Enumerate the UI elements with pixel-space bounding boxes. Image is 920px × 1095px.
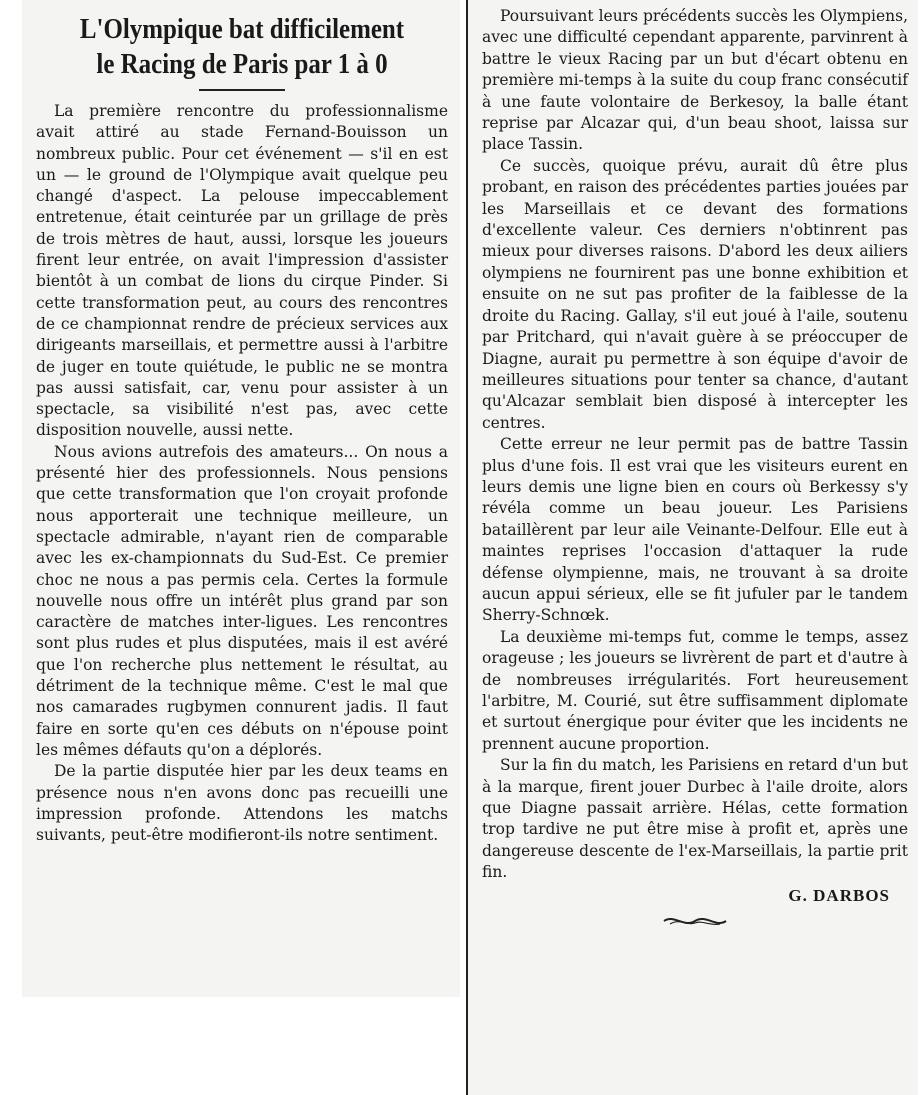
- headline-line-1: L'Olympique bat difficilement: [79, 13, 405, 45]
- headline-line-2: le Racing de Paris par 1 à 0: [96, 48, 388, 80]
- right-column: [466, 0, 918, 1095]
- ornament-flourish-icon: [660, 912, 730, 930]
- right-paragraph-3: Cette erreur ne leur permit pas de battre Tassin plus d'une fois. Il est vrai que les visiteurs eurent en leurs demis une ligne bien en cours où Berkessy s'y révéla comme un beau joueur. Les Parisiens bataillèrent par leur aile Veinante-Delfour. Elle eut à maintes reprises l'occasion d'attaquer la rude défense olympienne, mais, ne trouvant à sa droite aucun appui sérieux, elle se fit jufuler par le tandem Sherry-Schnœk.: [482, 435, 908, 625]
- left-paragraph-2: Nous avions autrefois des amateurs... On nous a présenté hier des professionnels. Nous pensions que cette transformation que l'on croyait profonde nous apporterait une technique meilleure, un spectacle admirable, n'ayant rien de comparable avec les ex-championnats du Sud-Est. Ce premier choc ne nous a pas permis cela. Certes la formule nouvelle nous offre un intérêt plus grand par son caractère de matches inter-ligues. Les rencontres sont plus rudes et plus disputées, mais il est avéré que l'on recherche plus nettement le résultat, au détriment de la technique même. C'est le mal que nos camarades rugbymen connurent jadis. Il faut faire en sorte qu'en ces débuts on n'épouse point les mêmes défauts qu'on a déplorés.: [36, 442, 448, 759]
- byline: G. DARBOS: [788, 885, 890, 905]
- left-column: [22, 0, 460, 997]
- left-paragraph-3: De la partie disputée hier par les deux teams en présence nous n'en avons donc pas recueilli une impression profonde. Attendons les matchs suivants, peut-être modifieront-ils notre sentiment.: [36, 762, 448, 845]
- right-paragraph-4: La deuxième mi-temps fut, comme le temps, assez orageuse ; les joueurs se livrèrent de part et d'autre à de nombreuses irrégularités. Fort heureusement l'arbitre, M. Courié, sut être suffisamment diplomate et surtout énergique pour éviter que les incidents ne prennent aucune proportion.: [482, 627, 908, 753]
- right-paragraph-1: Poursuivant leurs précédents succès les Olympiens, avec une difficulté cependant apparente, parvinrent à battre le vieux Racing par un but d'écart obtenu en première mi-temps à la suite du coup franc consécutif à une faute volontaire de Berkesoy, la balle étant reprise par Alcazar qui, d'un beau shoot, laissa sur place Tassin.: [482, 7, 908, 154]
- left-paragraph-1: La première rencontre du professionnalisme avait attiré au stade Fernand-Bouisson un nombreux public. Pour cet événement — s'il en est un — le ground de l'Olympique avait quelque peu changé d'aspect. La pelouse impeccablement entretenue, était ceinturée par un grillage de près de trois mètres de haut, aussi, lorsque les joueurs firent leur entrée, on avait l'impression d'assister bientôt à un combat de lions du cirque Pinder. Si cette transformation peut, au cours des rencontres de ce championnat rendre de précieux services aux dirigeants marseillais, et permettre aussi à l'arbitre de juger en toute quiétude, le public ne se montra pas aussi satisfait, car, venu pour assister à un spectacle, sa visibilité n'est pas, avec cette disposition nouvelle, aussi nette.: [36, 102, 448, 440]
- right-paragraph-2: Ce succès, quoique prévu, aurait dû être plus probant, en raison des précédentes parties jouées par les Marseillais et ce devant des formations d'excellente valeur. Ces derniers n'obtinrent pas mieux pour diverses raisons. D'abord les deux ailiers olympiens ne fournirent pas une bonne exhibition et ensuite on ne sut pas profiter de la faiblesse de la droite du Racing. Gallay, s'il eut joué à l'aile, soutenu par Pritchard, qui n'avait guère à se préoccuper de Diagne, aurait pu permettre à son équipe d'avoir de meilleures situations pour tenter sa chance, d'autant qu'Alcazar semblait bien disposé à intercepter les centres.: [482, 156, 908, 432]
- right-paragraph-5: Sur la fin du match, les Parisiens en retard d'un but à la marque, firent jouer Durbec à l'aile droite, alors que Diagne passait arrière. Hélas, cette formation trop tardive ne put être mise à profit et, après une dangereuse descente de l'ex-Marseillais, la partie prit fin.: [482, 756, 908, 882]
- headline-rule: [199, 89, 285, 91]
